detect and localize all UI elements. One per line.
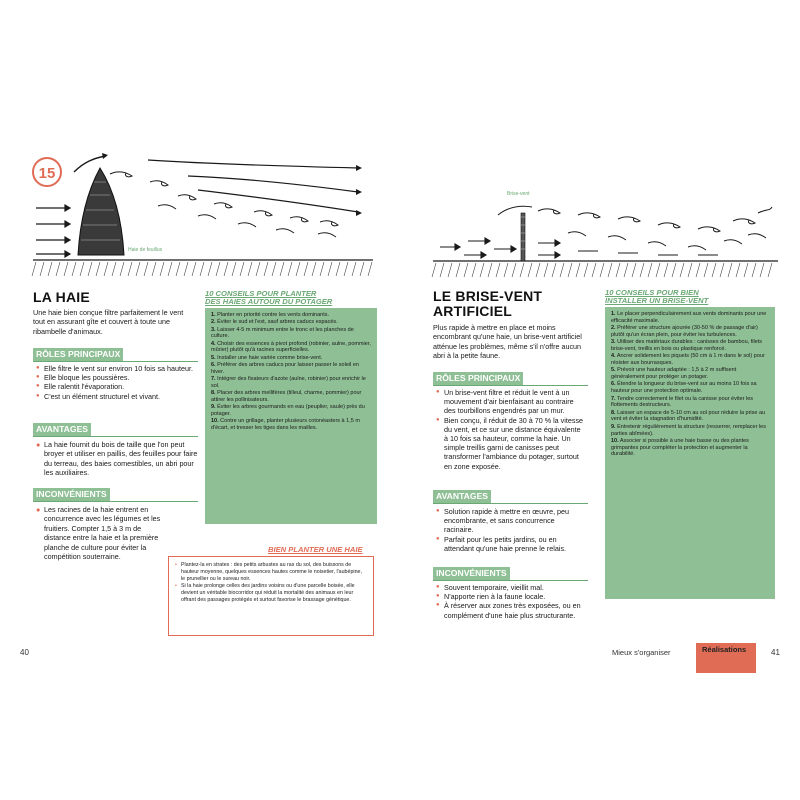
hedge-wind-illustration	[28, 150, 378, 280]
advantages-text	[36, 440, 198, 478]
list-item: ● Bien conçu, il réduit de 30 à 70 % la vitesse du vent, et ce sur une distance équivalente à 10 fois sa hauteur, comme la haie. Un simple treillis garni de canisses peut transformer l'ambiance du potager, surtout en zone exposée.	[436, 416, 586, 471]
tip-text: Choisir des essences à pivot profond (robinier, aulne, pommier, mûrier) plutôt qu'à racines superficielles.	[211, 340, 371, 354]
tip-number: 8.	[611, 409, 616, 416]
footer-section-name: Mieux s'organiser	[612, 648, 671, 657]
windbreak-tips-box	[605, 307, 775, 599]
tip-text: Le placer perpendiculairement aux vents dominants pour une efficacité maximale.	[611, 311, 767, 324]
windbreak-advantages-list	[436, 507, 586, 553]
tip-number: 10.	[211, 418, 219, 425]
tip-item	[211, 355, 371, 362]
tip-text: Installer une haie variée comme brise-vent.	[215, 354, 323, 361]
windbreak-drawbacks-rule	[433, 580, 588, 581]
windbreak-tips-title-line1: 10 CONSEILS POUR BIEN	[605, 288, 699, 297]
tip-item	[611, 410, 769, 424]
tip-item	[611, 325, 769, 339]
list-item: ● Elle ralentit l'évaporation.	[36, 382, 198, 391]
tip-item	[211, 376, 371, 390]
page-title-windbreak-line2: ARTIFICIEL	[433, 303, 512, 319]
list-item: ● Un brise-vent filtre et réduit le vent à un mouvement d'air bienfaisant au contraire des tourbillons engendrés par un mur.	[436, 388, 586, 416]
roles-list	[36, 364, 198, 401]
tip-text: Placer des arbres mellifères (tilleul, charme, pommier) pour attirer les pollinisateurs.	[211, 390, 362, 404]
windbreak-roles-heading: RÔLES PRINCIPAUX	[433, 372, 523, 385]
hedge-tips-title-line1: 10 CONSEILS POUR PLANTER	[205, 289, 317, 298]
list-item: ● C'est un élément structurel et vivant.	[36, 392, 198, 401]
tip-number: 5.	[211, 354, 216, 361]
tip-text: Tendre correctement le filet ou la canisse pour éviter les flottements destructeurs.	[611, 395, 754, 409]
planting-box	[168, 556, 374, 636]
page-title-hedge: LA HAIE	[33, 289, 90, 305]
tip-item	[211, 319, 371, 326]
advantages-heading-rule	[33, 436, 198, 437]
tip-item	[211, 327, 371, 341]
tip-item	[611, 339, 769, 353]
page-title-windbreak	[433, 289, 542, 319]
tip-number: 1.	[611, 311, 616, 317]
tip-text: Étendre la longueur du brise-vent sur au moins 10 fois sa hauteur pour une protection optimale.	[611, 381, 757, 395]
tip-item	[611, 353, 769, 367]
page-number-right: 41	[771, 648, 780, 657]
windbreak-intro: Plus rapide à mettre en place et moins encombrant qu'une haie, un brise-vent artificiel atténue les problèmes, même s'il n'offre aucun abri à la petite faune.	[433, 323, 582, 361]
hedge-tips-list	[211, 312, 371, 432]
tip-item	[611, 381, 769, 395]
tip-number: 6.	[211, 362, 216, 369]
windbreak-advantages-rule	[433, 503, 588, 504]
tip-number: 2.	[611, 325, 616, 332]
tip-text: Utiliser des matériaux durables : canisses de bambou, filets brise-vent, treillis en bois ou plastique renforcé.	[611, 339, 763, 352]
footer-section-badge: Réalisations	[696, 643, 756, 673]
tip-text: Associer si possible à une haie basse ou des plantes grimpantes pour compléter la protection et augmenter la durabilité.	[611, 437, 749, 458]
list-item: ● À réserver aux zones très exposées, ou en complément d'une haie plus structurante.	[436, 601, 586, 619]
drawbacks-heading-rule	[33, 501, 198, 502]
tip-item	[611, 367, 769, 381]
planting-list	[175, 562, 367, 604]
tip-text: Contre un grillage, planter plusieurs cotonéasters à 1,5 m d'écart, et tresser les tiges dans les mailles.	[211, 418, 360, 432]
hedge-tips-title-line2: DES HAIES AUTOUR DU POTAGER	[205, 297, 333, 307]
right-page	[400, 0, 800, 800]
tip-item	[211, 341, 371, 355]
tip-number: 1.	[211, 312, 216, 318]
tip-item	[611, 424, 769, 438]
planting-title: BIEN PLANTER UNE HAIE	[268, 545, 363, 554]
tip-item	[611, 396, 769, 410]
list-item: • Si la haie prolonge celles des jardins voisins ou d'une parcelle boisée, elle devient un véritable biocorridor qui réduit la mortalité des animaux en leur offrant des passages protégés et surtout favorise le brassage génétique.	[175, 583, 367, 603]
tip-text: Ancrer solidement les piquets (50 cm à 1 m dans le sol) pour résister aux bourrasques.	[611, 353, 765, 367]
windbreak-tips-title-line2: INSTALLER UN BRISE-VENT	[605, 296, 709, 306]
tip-item	[211, 390, 371, 404]
tip-number: 4.	[211, 340, 216, 347]
tip-number: 8.	[211, 390, 216, 397]
hedge-tips-title	[205, 290, 380, 307]
windbreak-illustration	[428, 185, 783, 280]
tip-number: 6.	[611, 381, 616, 388]
windbreak-drawbacks-heading: INCONVÉNIENTS	[433, 567, 510, 580]
tip-item	[211, 312, 371, 319]
hedge-intro: Une haie bien conçue filtre parfaitement le vent tout en assurant gîte et couvert à toute une ribambelle d'animaux.	[33, 308, 184, 336]
tip-text: Éviter le sud et l'est, sauf arbres caducs espacés.	[215, 319, 338, 326]
tip-number: 7.	[211, 376, 216, 383]
tip-item	[211, 418, 371, 432]
hedge-label: Haie de feuillus	[128, 247, 163, 253]
list-item: ● Elle filtre le vent sur environ 10 fois sa hauteur.	[36, 364, 198, 373]
tip-text: Préférer des arbres caducs pour laisser passer le soleil en hiver.	[211, 362, 359, 375]
windbreak-roles-list	[436, 388, 586, 471]
tip-number: 9.	[211, 404, 216, 411]
page-title-windbreak-line1: LE BRISE-VENT	[433, 288, 543, 304]
tip-text: Planter en priorité contre les vents dominants.	[215, 312, 330, 318]
tip-number: 3.	[211, 326, 216, 333]
tip-item	[211, 362, 371, 376]
tip-text: Prévoir une hauteur adaptée : 1,5 à 2 m suffisent généralement pour protéger un potager.	[611, 367, 737, 381]
tip-number: 5.	[611, 367, 616, 374]
tip-number: 10.	[611, 437, 619, 444]
roles-heading-rule	[33, 361, 198, 362]
drawbacks-heading: INCONVÉNIENTS	[33, 488, 110, 501]
bullet-icon: ●	[36, 440, 41, 449]
list-item: ● Souvent temporaire, vieillit mal.	[436, 583, 586, 592]
list-item: • Plantez-la en strates : des petits arbustes au ras du sol, des buissons de hauteur moyenne, quelques essences hautes comme le noisetier, l'aubépine, le prunellier ou le sureau noir.	[175, 562, 367, 582]
tip-text: Éviter les arbres gourmands en eau (peuplier, saule) près du potager.	[211, 404, 365, 418]
tip-text: Entretenir régulièrement la structure (resserrer, remplacer les parties abîmées).	[611, 423, 766, 437]
windbreak-drawbacks-list	[436, 583, 586, 620]
tip-text: Laisser 4-5 m minimum entre le tronc et les planches de culture.	[211, 326, 354, 340]
roles-heading: RÔLES PRINCIPAUX	[33, 348, 123, 361]
tip-item	[611, 438, 769, 458]
drawbacks-body: Les racines de la haie entrent en concurrence avec les légumes et les fruitiers. Compter 1,5 à 3 m de distance entre la haie et la première planche de culture pour éviter la compétition souterraine.	[44, 505, 161, 562]
tip-text: Laisser un espace de 5-10 cm au sol pour réduire la prise au vent et éviter la stagnation d'humidité.	[611, 409, 766, 423]
tip-number: 3.	[611, 339, 616, 346]
windbreak-advantages-heading: AVANTAGES	[433, 490, 491, 503]
list-item: ● N'apporte rien à la faune locale.	[436, 592, 586, 601]
page-number-left: 40	[20, 648, 29, 657]
list-item: ● Parfait pour les petits jardins, ou en attendant qu'une haie prenne le relais.	[436, 535, 586, 553]
windbreak-roles-rule	[433, 385, 588, 386]
advantages-heading: AVANTAGES	[33, 423, 91, 436]
tip-number: 4.	[611, 353, 616, 360]
tip-number: 7.	[611, 395, 616, 402]
tip-number: 2.	[211, 319, 216, 326]
windbreak-tips-list	[611, 311, 769, 458]
tip-item	[611, 311, 769, 325]
section-number-badge: 15	[32, 157, 62, 187]
windbreak-label: Brise-vent	[507, 191, 530, 197]
tip-item	[211, 404, 371, 418]
list-item: ● Solution rapide à mettre en œuvre, peu encombrante, et sans concurrence racinaire.	[436, 507, 586, 535]
list-item: ● Elle bloque les poussières.	[36, 373, 198, 382]
bullet-icon: ●	[36, 505, 41, 514]
tip-number: 9.	[611, 423, 616, 430]
drawbacks-text	[36, 505, 164, 561]
tip-text: Intégrer des fixateurs d'azote (aulne, robinier) pour enrichir le sol.	[211, 376, 366, 389]
windbreak-tips-title	[605, 289, 775, 306]
hedge-tips-box	[205, 308, 377, 524]
advantages-body: La haie fournit du bois de taille que l'on peut broyer et utiliser en paillis, des feuilles pour faire du terreau, des baies comestibles, un abri pour les auxiliaires.	[44, 440, 198, 478]
tip-text: Préférer une structure ajourée (30-50 % de passage d'air) plutôt qu'un écran plein, pour éviter les turbulences.	[611, 325, 758, 338]
